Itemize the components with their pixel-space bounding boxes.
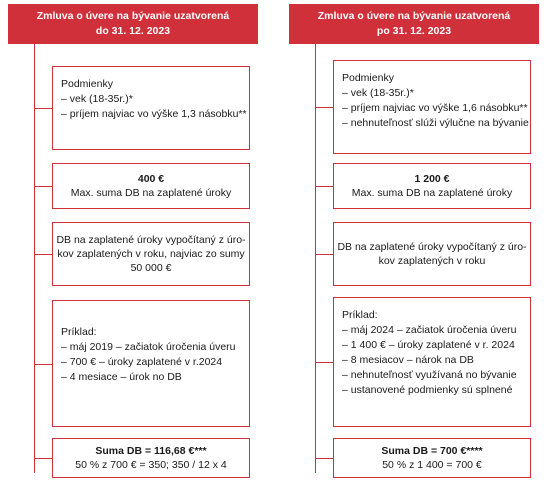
example-title: Príklad: (342, 309, 378, 321)
max-amount-box (52, 163, 250, 209)
example-item: – máj 2024 – začiatok úročenia úveru (342, 324, 517, 336)
calculation-box (333, 222, 531, 286)
calculation-box (52, 222, 250, 286)
sum-formula: 50 % z 700 € = 350; 350 / 12 x 4 (75, 459, 227, 471)
calc-line: kov zaplatených v roku (378, 255, 486, 267)
calc-line: DB na zaplatené úroky vypočítaný z úro- (337, 241, 527, 253)
example-item: – nehnuteľnosť využívaná no bývanie (342, 369, 517, 381)
condition-item: – vek (18-35r.)* (61, 93, 133, 105)
max-amount-box (333, 163, 531, 209)
conditions-title: Podmienky (342, 72, 394, 84)
example-item: – 1 400 € – úroky zaplatené v r. 2024 (342, 339, 515, 351)
header-line1: Zmluva o úvere na bývanie uzatvorená (36, 10, 230, 22)
example-item: – 8 mesiacov – nárok na DB (342, 354, 474, 366)
header-after (289, 4, 539, 44)
header-before (8, 4, 258, 44)
example-item: – 700 € – úroky zaplatené v r.2024 (61, 356, 223, 368)
sum-title: Suma DB = 116,68 €*** (95, 445, 207, 457)
max-amount-label: Max. suma DB na zaplatené úroky (351, 187, 513, 199)
calc-line: kov zaplatených v roku, najviac zo sumy (57, 248, 245, 260)
max-amount-label: Max. suma DB na zaplatené úroky (70, 187, 232, 199)
sum-title: Suma DB = 700 €**** (381, 445, 483, 457)
max-amount: 400 € (137, 173, 165, 185)
condition-item: – nehnuteľnosť slúži výlučne na bývanie (342, 117, 529, 129)
example-item: – 4 mesiace – úrok no DB (61, 371, 182, 383)
column-before-2024 (8, 0, 258, 487)
example-box (52, 300, 250, 427)
condition-item: – príjem najviac vo výške 1,3 násobku** (61, 108, 247, 120)
header-line2: do 31. 12. 2023 (95, 25, 171, 37)
sum-formula: 50 % z 1 400 = 700 € (382, 459, 482, 471)
column-after-2023 (289, 0, 539, 487)
example-title: Príklad: (61, 326, 97, 338)
calc-line: DB na zaplatené úroky vypočítaný z úro- (56, 234, 246, 246)
max-amount: 1 200 € (414, 173, 450, 185)
condition-item: – príjem najviac vo výške 1,6 násobku** (342, 102, 528, 114)
header-line2: po 31. 12. 2023 (376, 25, 452, 37)
conditions-box (52, 66, 250, 150)
example-item: – ustanovené podmienky sú splnené (342, 384, 513, 396)
calc-line: 50 000 € (130, 262, 172, 274)
conditions-title: Podmienky (61, 78, 113, 90)
header-line1: Zmluva o úvere na bývanie uzatvorená (317, 10, 511, 22)
sum-box (333, 438, 531, 478)
condition-item: – vek (18-35r.)* (342, 87, 414, 99)
example-item: – máj 2019 – začiatok úročenia úveru (61, 341, 236, 353)
example-box (333, 297, 531, 427)
connector-line (315, 44, 316, 473)
conditions-box (333, 60, 531, 154)
sum-box (52, 438, 250, 478)
